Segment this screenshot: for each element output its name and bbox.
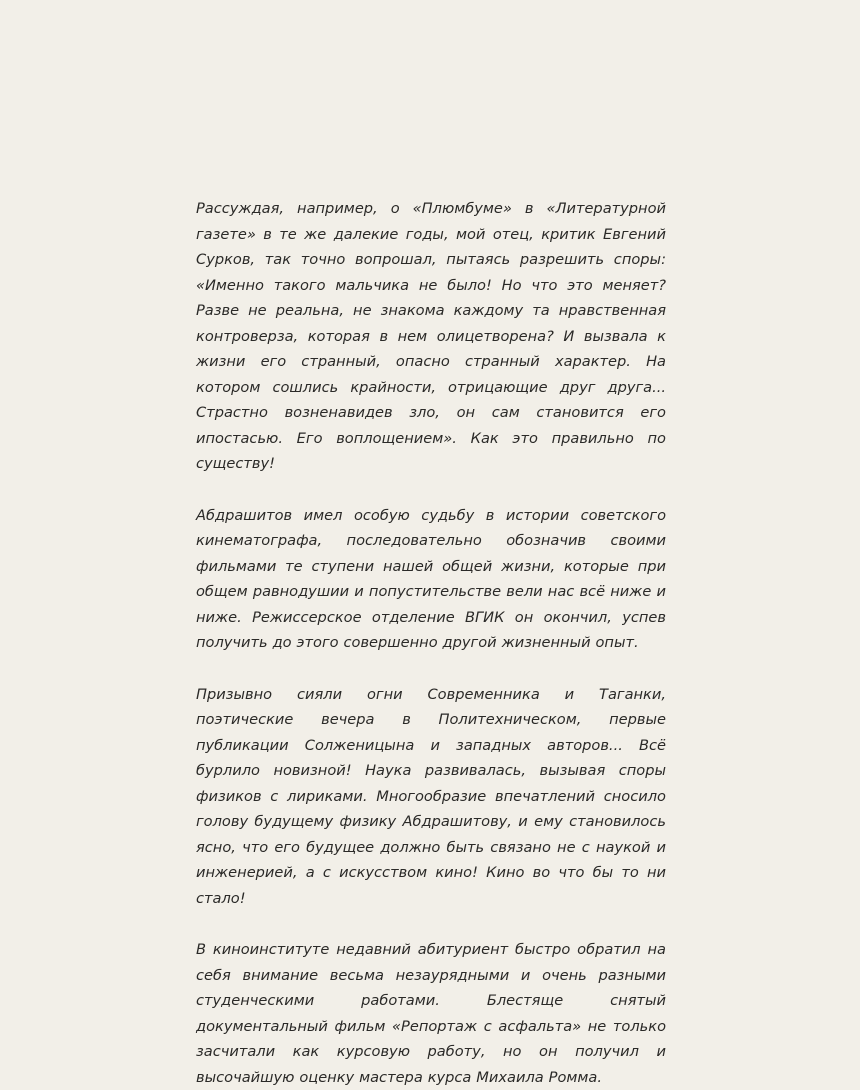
body-text-column <box>196 196 666 1090</box>
paragraph: В киноинституте недавний абитуриент быстро обратил на себя внимание весьма незаурядными и очень разными студенческими работами. Блестяще снятый документальный фильм «Репортаж с асфальта» не только засчитали как курсовую работу, но он получил и высочайшую оценку мастера курса Михаила Ромма. <box>196 941 666 1086</box>
paragraph: Абдрашитов имел особую судьбу в истории советского кинематографа, последовательно обозначив своими фильмами те ступени нашей общей жизни, которые при общем равнодушии и попустительстве вели нас всё ниже и ниже. Режиссерское отделение ВГИК он окончил, успев получить до этого совершенно другой жизненный опыт. <box>196 506 666 651</box>
paragraph: Призывно сияли огни Современника и Таганки, поэтические вечера в Политехническом, первые публикации Солженицына и западных авторов... Всё бурлило новизной! Наука развивалась, вызывая споры физиков с лириками. Многообразие впечатлений сносило голову будущему физику Абдрашитову, и ему становилось ясно, что его будущее должно быть связано не с наукой и инженерией, а с искусством кино! Кино во что бы то ни стало! <box>196 685 666 907</box>
paragraph: Рассуждая, например, о «Плюмбуме» в «Литературной газете» в те же далекие годы, мой отец, критик Евгений Сурков, так точно вопрошал, пытаясь разрешить споры: «Именно такого мальчика не было! Но что это меняет? Разве не реальна, не знакома каждому та нравственная контроверза, которая в нем олицетворена? И вызвала к жизни его странный, опасно странный характер. На котором сошлись крайности, отрицающие друг друга... Страстно возненавидев зло, он сам становится его ипостасью. Его воплощением». Как это правильно по существу! <box>196 200 666 472</box>
